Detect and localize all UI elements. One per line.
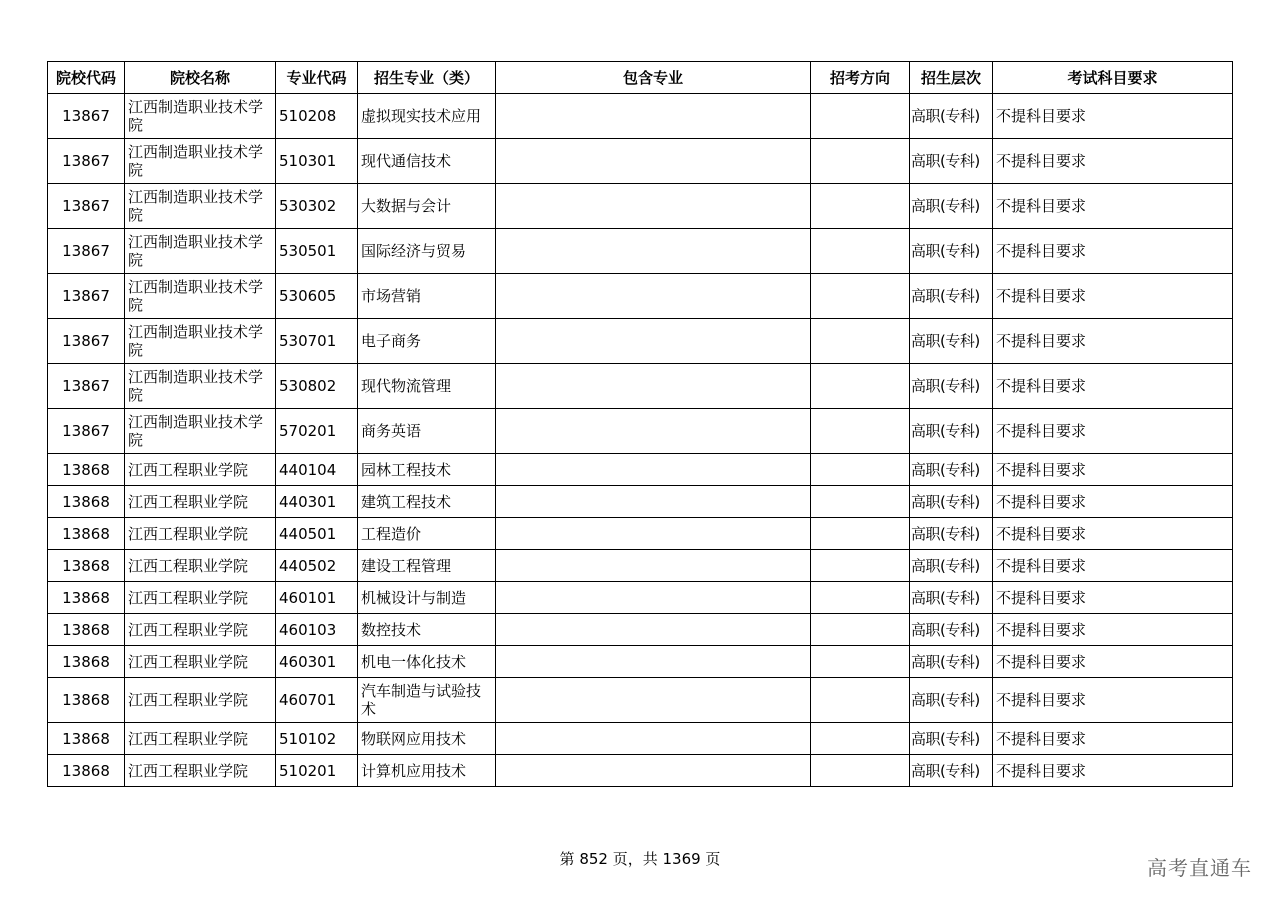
- cell-direction: [811, 94, 910, 139]
- cell-direction: [811, 364, 910, 409]
- table-row: [48, 678, 1233, 723]
- header-school-code: 院校代码: [48, 62, 125, 94]
- cell-school-code: 13868: [48, 755, 125, 787]
- cell-included-majors: [496, 274, 811, 319]
- cell-included-majors: [496, 678, 811, 723]
- cell-major: 商务英语: [358, 409, 496, 454]
- cell-subject-requirement: 不提科目要求: [993, 274, 1233, 319]
- header-level: 招生层次: [910, 62, 993, 94]
- cell-school-code: 13868: [48, 550, 125, 582]
- cell-major: 虚拟现实技术应用: [358, 94, 496, 139]
- cell-school-name: 江西制造职业技术学院: [125, 229, 276, 274]
- table-row: [48, 486, 1233, 518]
- cell-school-name: 江西工程职业学院: [125, 723, 276, 755]
- watermark-text: 高考直通车: [1147, 856, 1252, 880]
- cell-level: 高职(专科): [910, 454, 993, 486]
- cell-included-majors: [496, 582, 811, 614]
- cell-included-majors: [496, 646, 811, 678]
- table-row: [48, 94, 1233, 139]
- cell-major-code: 510201: [276, 755, 358, 787]
- cell-school-code: 13868: [48, 646, 125, 678]
- cell-school-code: 13868: [48, 518, 125, 550]
- cell-level: 高职(专科): [910, 409, 993, 454]
- cell-major: 物联网应用技术: [358, 723, 496, 755]
- cell-school-name: 江西制造职业技术学院: [125, 94, 276, 139]
- cell-school-name: 江西工程职业学院: [125, 678, 276, 723]
- cell-major-code: 530802: [276, 364, 358, 409]
- cell-major: 汽车制造与试验技术: [358, 678, 496, 723]
- cell-major-code: 530501: [276, 229, 358, 274]
- cell-major: 园林工程技术: [358, 454, 496, 486]
- cell-level: 高职(专科): [910, 550, 993, 582]
- cell-subject-requirement: 不提科目要求: [993, 550, 1233, 582]
- cell-school-name: 江西工程职业学院: [125, 614, 276, 646]
- cell-included-majors: [496, 319, 811, 364]
- cell-included-majors: [496, 364, 811, 409]
- cell-school-code: 13868: [48, 723, 125, 755]
- header-school-name: 院校名称: [125, 62, 276, 94]
- cell-school-code: 13868: [48, 486, 125, 518]
- cell-subject-requirement: 不提科目要求: [993, 184, 1233, 229]
- header-major-code: 专业代码: [276, 62, 358, 94]
- cell-direction: [811, 723, 910, 755]
- cell-included-majors: [496, 139, 811, 184]
- cell-school-name: 江西工程职业学院: [125, 454, 276, 486]
- cell-school-name: 江西工程职业学院: [125, 755, 276, 787]
- cell-school-code: 13868: [48, 678, 125, 723]
- header-subject-requirement: 考试科目要求: [993, 62, 1233, 94]
- page-number: 第 852 页，共 1369 页: [559, 850, 721, 868]
- cell-school-code: 13867: [48, 274, 125, 319]
- header-direction: 招考方向: [811, 62, 910, 94]
- cell-major: 数控技术: [358, 614, 496, 646]
- cell-school-code: 13867: [48, 229, 125, 274]
- cell-major-code: 460103: [276, 614, 358, 646]
- cell-level: 高职(专科): [910, 319, 993, 364]
- table-row: [48, 518, 1233, 550]
- cell-major-code: 440501: [276, 518, 358, 550]
- cell-major-code: 510102: [276, 723, 358, 755]
- cell-included-majors: [496, 454, 811, 486]
- table-row: [48, 364, 1233, 409]
- cell-school-name: 江西制造职业技术学院: [125, 409, 276, 454]
- cell-major: 机电一体化技术: [358, 646, 496, 678]
- cell-subject-requirement: 不提科目要求: [993, 678, 1233, 723]
- cell-major-code: 460101: [276, 582, 358, 614]
- cell-subject-requirement: 不提科目要求: [993, 454, 1233, 486]
- cell-school-name: 江西制造职业技术学院: [125, 184, 276, 229]
- cell-level: 高职(专科): [910, 274, 993, 319]
- cell-major: 计算机应用技术: [358, 755, 496, 787]
- cell-major: 工程造价: [358, 518, 496, 550]
- cell-included-majors: [496, 184, 811, 229]
- cell-subject-requirement: 不提科目要求: [993, 755, 1233, 787]
- cell-included-majors: [496, 723, 811, 755]
- table-row: [48, 614, 1233, 646]
- cell-subject-requirement: 不提科目要求: [993, 646, 1233, 678]
- cell-school-name: 江西工程职业学院: [125, 550, 276, 582]
- cell-direction: [811, 454, 910, 486]
- cell-major-code: 510301: [276, 139, 358, 184]
- cell-major-code: 530605: [276, 274, 358, 319]
- table-row: [48, 274, 1233, 319]
- cell-major-code: 440104: [276, 454, 358, 486]
- cell-direction: [811, 550, 910, 582]
- cell-included-majors: [496, 755, 811, 787]
- header-included-majors: 包含专业: [496, 62, 811, 94]
- cell-school-code: 13867: [48, 184, 125, 229]
- cell-level: 高职(专科): [910, 582, 993, 614]
- table-row: [48, 550, 1233, 582]
- header-row: [48, 62, 1233, 94]
- cell-included-majors: [496, 550, 811, 582]
- cell-school-name: 江西工程职业学院: [125, 486, 276, 518]
- table-row: [48, 409, 1233, 454]
- cell-major-code: 530701: [276, 319, 358, 364]
- admissions-table: [47, 61, 1233, 787]
- cell-direction: [811, 139, 910, 184]
- cell-subject-requirement: 不提科目要求: [993, 518, 1233, 550]
- cell-school-name: 江西工程职业学院: [125, 646, 276, 678]
- cell-included-majors: [496, 94, 811, 139]
- cell-school-code: 13868: [48, 454, 125, 486]
- cell-major-code: 460301: [276, 646, 358, 678]
- cell-subject-requirement: 不提科目要求: [993, 319, 1233, 364]
- cell-school-name: 江西工程职业学院: [125, 582, 276, 614]
- table-row: [48, 454, 1233, 486]
- cell-included-majors: [496, 518, 811, 550]
- cell-major-code: 530302: [276, 184, 358, 229]
- cell-school-code: 13867: [48, 409, 125, 454]
- cell-major-code: 510208: [276, 94, 358, 139]
- table-row: [48, 646, 1233, 678]
- cell-subject-requirement: 不提科目要求: [993, 94, 1233, 139]
- cell-school-name: 江西制造职业技术学院: [125, 364, 276, 409]
- table-row: [48, 582, 1233, 614]
- cell-included-majors: [496, 614, 811, 646]
- cell-level: 高职(专科): [910, 646, 993, 678]
- cell-direction: [811, 319, 910, 364]
- cell-major-code: 440502: [276, 550, 358, 582]
- cell-direction: [811, 755, 910, 787]
- cell-subject-requirement: 不提科目要求: [993, 486, 1233, 518]
- cell-major: 电子商务: [358, 319, 496, 364]
- cell-level: 高职(专科): [910, 139, 993, 184]
- cell-major-code: 460701: [276, 678, 358, 723]
- table-row: [48, 229, 1233, 274]
- cell-level: 高职(专科): [910, 678, 993, 723]
- cell-major: 现代通信技术: [358, 139, 496, 184]
- table-body: [48, 94, 1233, 787]
- cell-major-code: 440301: [276, 486, 358, 518]
- cell-included-majors: [496, 409, 811, 454]
- cell-direction: [811, 646, 910, 678]
- table-row: [48, 139, 1233, 184]
- cell-school-code: 13867: [48, 319, 125, 364]
- cell-direction: [811, 486, 910, 518]
- cell-subject-requirement: 不提科目要求: [993, 229, 1233, 274]
- cell-direction: [811, 614, 910, 646]
- table-row: [48, 184, 1233, 229]
- cell-level: 高职(专科): [910, 184, 993, 229]
- cell-direction: [811, 518, 910, 550]
- cell-major: 大数据与会计: [358, 184, 496, 229]
- cell-major: 机械设计与制造: [358, 582, 496, 614]
- cell-major-code: 570201: [276, 409, 358, 454]
- cell-direction: [811, 274, 910, 319]
- cell-subject-requirement: 不提科目要求: [993, 582, 1233, 614]
- cell-level: 高职(专科): [910, 755, 993, 787]
- cell-level: 高职(专科): [910, 518, 993, 550]
- table-row: [48, 723, 1233, 755]
- cell-major: 国际经济与贸易: [358, 229, 496, 274]
- cell-subject-requirement: 不提科目要求: [993, 139, 1233, 184]
- cell-direction: [811, 184, 910, 229]
- cell-school-name: 江西制造职业技术学院: [125, 274, 276, 319]
- cell-school-code: 13867: [48, 364, 125, 409]
- cell-direction: [811, 409, 910, 454]
- table-row: [48, 755, 1233, 787]
- cell-major: 市场营销: [358, 274, 496, 319]
- cell-level: 高职(专科): [910, 364, 993, 409]
- cell-school-code: 13868: [48, 582, 125, 614]
- cell-included-majors: [496, 229, 811, 274]
- cell-major: 现代物流管理: [358, 364, 496, 409]
- cell-direction: [811, 229, 910, 274]
- cell-school-name: 江西制造职业技术学院: [125, 139, 276, 184]
- cell-included-majors: [496, 486, 811, 518]
- cell-level: 高职(专科): [910, 614, 993, 646]
- cell-level: 高职(专科): [910, 229, 993, 274]
- cell-subject-requirement: 不提科目要求: [993, 614, 1233, 646]
- cell-level: 高职(专科): [910, 486, 993, 518]
- cell-level: 高职(专科): [910, 94, 993, 139]
- cell-major: 建设工程管理: [358, 550, 496, 582]
- cell-subject-requirement: 不提科目要求: [993, 409, 1233, 454]
- cell-direction: [811, 582, 910, 614]
- cell-school-code: 13867: [48, 94, 125, 139]
- cell-major: 建筑工程技术: [358, 486, 496, 518]
- cell-direction: [811, 678, 910, 723]
- cell-subject-requirement: 不提科目要求: [993, 723, 1233, 755]
- cell-level: 高职(专科): [910, 723, 993, 755]
- header-major: 招生专业（类）: [358, 62, 496, 94]
- table-row: [48, 319, 1233, 364]
- cell-school-name: 江西工程职业学院: [125, 518, 276, 550]
- cell-school-code: 13867: [48, 139, 125, 184]
- cell-subject-requirement: 不提科目要求: [993, 364, 1233, 409]
- cell-school-name: 江西制造职业技术学院: [125, 319, 276, 364]
- cell-school-code: 13868: [48, 614, 125, 646]
